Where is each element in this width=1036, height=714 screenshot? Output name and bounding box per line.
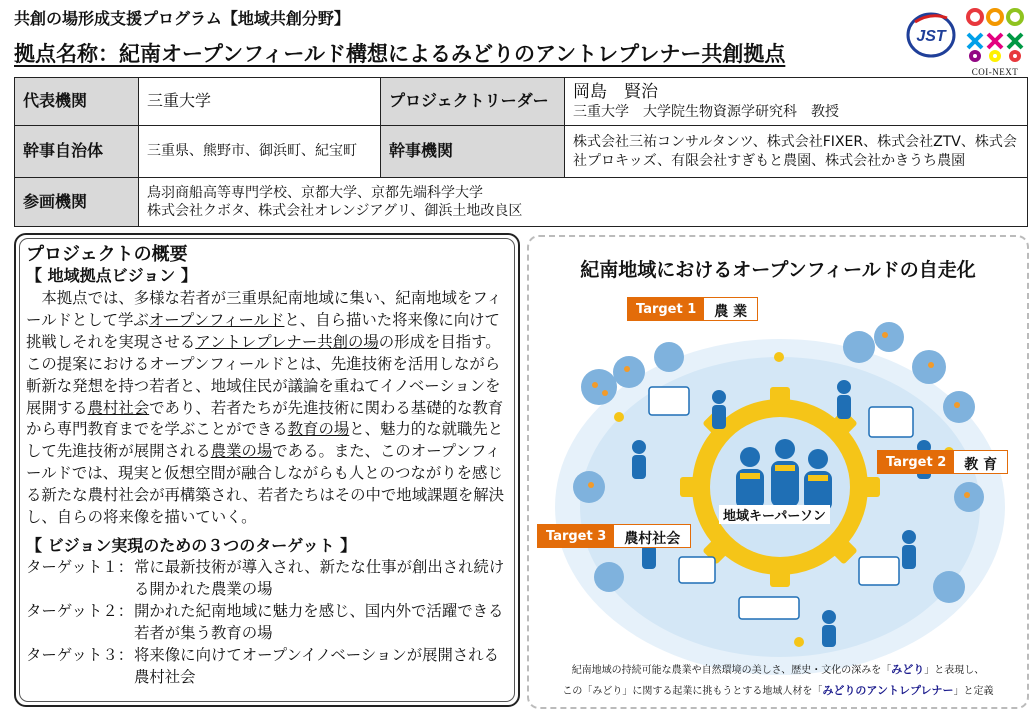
pl-name: 岡島 賢治	[573, 82, 658, 103]
sec-label: 幹事機関	[381, 126, 565, 178]
jst-logo	[905, 8, 957, 60]
vision-text-3: の形成を目指す。この提案におけるオープンフィールドとは、先進技術を活用しながら斬新な発想を持つ若者と、地域住民が議論を重ねてイノベーションを展開する	[26, 332, 501, 417]
caption1-midori: みどり	[891, 663, 925, 676]
vision-text-5: と、魅力的な就職先として先進技術が展開される	[26, 420, 504, 461]
target-label: ターゲット３：	[26, 645, 134, 664]
target-text: 将来像に向けてオープンイノベーションが展開される農村社会	[134, 645, 500, 686]
target-text: 開かれた紀南地域に魅力を感じ、国内外で活躍できる若者が集う教育の場	[134, 601, 504, 642]
pl-cell	[565, 78, 1028, 126]
entrepreneur-term: アントレプレナー共創の場	[195, 332, 379, 351]
pl-label: プロジェクトリーダー	[381, 78, 565, 126]
pl-affiliation: 三重大学 大学院生物資源学研究科 教授	[573, 104, 839, 121]
part-label: 参画機関	[15, 178, 139, 227]
target-label: ターゲット２：	[26, 601, 134, 620]
caption2-entrepreneur: みどりのアントレプレナー	[822, 684, 954, 697]
target2-badge	[877, 450, 1008, 474]
vision-text-4: であり、若者たちが先進技術に関わる基礎的な教育から専門教育までを学ぶことができる	[26, 398, 504, 439]
gov-label: 幹事自治体	[15, 126, 139, 178]
target1-badge	[627, 297, 758, 321]
rep-label: 代表機関	[15, 78, 139, 126]
part-value	[139, 178, 1028, 227]
target2-tag: Target 2	[878, 451, 954, 473]
part-line2: 株式会社クボタ、株式会社オレンジアグリ、御浜土地改良区	[147, 203, 523, 219]
target3-name: 農村社会	[624, 531, 681, 547]
illustration-caption-line1	[529, 663, 1027, 677]
caption2-c: 」と定義	[953, 686, 994, 697]
targets-heading: 【 ビジョン実現のための３つのターゲット 】	[26, 535, 357, 555]
program-name: 共創の場形成支援プログラム【地域共創分野】	[14, 9, 350, 28]
sec-value: 株式会社三祐コンサルタンツ、株式会社FIXER、株式会社ZTV、株式会社プロキッズ、有限会社すぎもと農園、株式会社かきうち農園	[565, 126, 1028, 178]
part-line1: 鳥羽商船高等専門学校、京都大学、京都先端科学大学	[147, 184, 483, 201]
coi-next-text: COI-NEXT	[971, 67, 1019, 77]
caption2-a: この「みどり」に関する起業に挑もうとする地域人材を「	[562, 686, 823, 697]
target1-tag: Target 1	[628, 298, 704, 320]
open-field-illustration	[527, 235, 1029, 709]
target-item	[26, 601, 508, 645]
overview-title: プロジェクトの概要	[26, 244, 188, 265]
vision-text-2: と、自ら描いた将来像に向けて挑戦しそれを実現させる	[26, 311, 500, 351]
coi-next-logo	[962, 6, 1028, 77]
education-term: 教育の場	[287, 420, 350, 439]
target3-tag: Target 3	[538, 525, 614, 547]
info-table	[14, 77, 1028, 227]
illustration-title: 紀南地域におけるオープンフィールドの自走化	[580, 259, 976, 281]
target-text: 常に最新技術が導入され、新たな仕事が創出され続ける開かれた農業の場	[134, 558, 505, 599]
rep-value: 三重大学	[139, 78, 381, 126]
agriculture-term: 農業の場	[210, 442, 273, 461]
vision-heading: 【 地域拠点ビジョン 】	[26, 266, 197, 286]
vision-text-1: 本拠点では、多様な若者が三重県紀南地域に集い、紀南地域をフィールドとして学ぶ	[26, 289, 502, 330]
target-item	[26, 645, 508, 689]
target1-name: 農 業	[714, 304, 748, 320]
svg-text:JST: JST	[916, 28, 946, 45]
target-label: ターゲット１：	[26, 558, 134, 577]
open-field-term: オープンフィールド	[148, 311, 285, 330]
key-person-label: 地域キーパーソン	[719, 505, 830, 524]
target-item	[26, 557, 508, 601]
caption1-c: 」と表現し、	[924, 665, 985, 676]
gov-value: 三重県、熊野市、御浜町、紀宝町	[139, 126, 381, 178]
caption1-a: 紀南地域の持続可能な農業や自然環境の美しさ、歴史・文化の深みを「	[571, 665, 892, 676]
project-overview	[14, 233, 520, 707]
vision-text-6: である。また、このオープンフィールドでは、現実と仮想空間が融合しながらも人とのつながりを感じる新たな農村社会が再構築され、若者たちはその中で地域課題を解決し、自らの将来像を描いていく。	[26, 442, 505, 526]
rural-society-term: 農村社会	[87, 398, 150, 417]
page-title: 拠点名称：紀南オープンフィールド構想によるみどりのアントレプレナー共創拠点	[14, 42, 786, 66]
target2-name: 教 育	[964, 457, 998, 473]
vision-text	[26, 288, 508, 529]
illustration-caption-line2	[529, 684, 1027, 698]
target3-badge	[537, 524, 691, 548]
